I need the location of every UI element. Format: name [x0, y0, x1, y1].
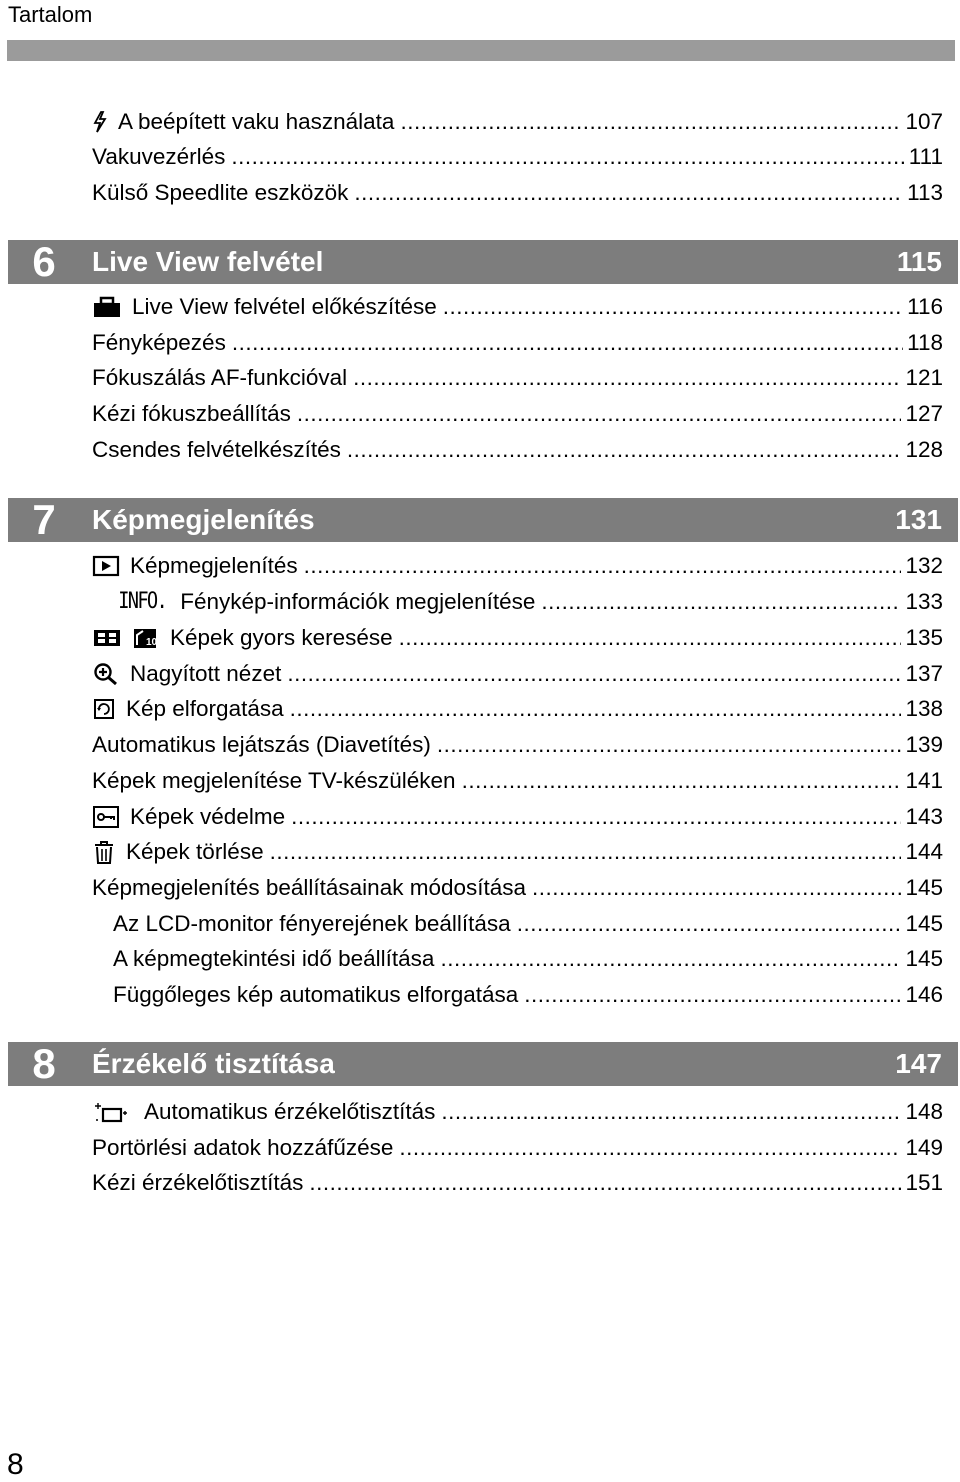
- entry-page: 116: [907, 294, 943, 319]
- leader-dots: [232, 325, 903, 361]
- toc-entry[interactable]: [92, 104, 943, 140]
- entry-page: 137: [905, 661, 943, 686]
- chapter-title: Képmegjelenítés: [92, 504, 315, 535]
- entry-label: Képmegjelenítés beállításainak módosítása: [92, 875, 527, 900]
- entry-page: 111: [908, 144, 943, 169]
- toc-subentry[interactable]: [113, 977, 943, 1013]
- leader-dots: [440, 941, 901, 977]
- entry-page: 149: [905, 1135, 943, 1160]
- chapter-header-6[interactable]: [8, 240, 958, 284]
- toc-subentry[interactable]: [113, 906, 943, 942]
- entry-label: Fényképezés: [92, 330, 226, 355]
- toc-entry[interactable]: [92, 584, 943, 620]
- entry-page: 143: [905, 804, 943, 829]
- chapter-header-8[interactable]: [8, 1042, 958, 1086]
- entry-label: Képek törlése: [126, 839, 264, 864]
- entry-page: 145: [905, 946, 943, 971]
- entry-label: Kép elforgatása: [126, 696, 284, 721]
- entry-label: Képmegjelenítés: [130, 553, 298, 578]
- leader-dots: [287, 656, 901, 692]
- toc-entry[interactable]: [92, 763, 943, 799]
- entry-label: Függőleges kép automatikus elforgatása: [113, 982, 519, 1007]
- entry-label: Portörlési adatok hozzáfűzése: [92, 1135, 394, 1160]
- leader-dots: [524, 977, 901, 1013]
- leader-dots: [437, 727, 902, 763]
- entry-label: Fókuszálás AF-funkcióval: [92, 365, 348, 390]
- toc-entry[interactable]: [92, 1165, 943, 1201]
- entry-label: A beépített vaku használata: [118, 109, 395, 134]
- toc-entry[interactable]: [92, 1094, 943, 1130]
- toc-entry[interactable]: [92, 620, 943, 656]
- page-number: 8: [7, 1448, 24, 1481]
- leader-dots: [304, 548, 902, 584]
- leader-dots: [399, 1130, 901, 1166]
- leader-dots: [353, 360, 901, 396]
- entry-page: 141: [905, 768, 943, 793]
- entry-page: 133: [905, 589, 943, 614]
- entry-page: 127: [905, 401, 943, 426]
- entry-label: Nagyított nézet: [130, 661, 282, 686]
- entry-page: 121: [905, 365, 943, 390]
- leader-dots: [347, 432, 902, 468]
- toc-entry[interactable]: [92, 656, 943, 692]
- entry-page: 148: [905, 1099, 943, 1124]
- leader-dots: [517, 906, 902, 942]
- chapter-page: 115: [896, 246, 942, 277]
- entry-label: Kézi érzékelőtisztítás: [92, 1170, 304, 1195]
- toc-entry[interactable]: [92, 727, 943, 763]
- live-view-camera-icon: [92, 296, 122, 318]
- chapter-title: Érzékelő tisztítása: [92, 1048, 335, 1079]
- entry-page: 145: [905, 875, 943, 900]
- chapter-number: 7: [32, 496, 56, 543]
- toc-entry[interactable]: [92, 548, 943, 584]
- entry-label: Képek gyors keresése: [170, 625, 393, 650]
- entry-label: Fénykép-információk megjelenítése: [180, 589, 536, 614]
- sensor-clean-icon: [92, 1099, 130, 1125]
- chapter-page: 131: [895, 504, 942, 535]
- leader-dots: [399, 620, 902, 656]
- entry-label: Live View felvétel előkészítése: [132, 294, 437, 319]
- entry-label: Automatikus lejátszás (Diavetítés): [92, 732, 431, 757]
- entry-label: Képek megjelenítése TV-készüléken: [92, 768, 456, 793]
- leader-dots: [297, 396, 902, 432]
- entry-label: Képek védelme: [130, 804, 286, 829]
- entry-label: Automatikus érzékelőtisztítás: [144, 1099, 436, 1124]
- entry-label: Vakuvezérlés: [92, 144, 226, 169]
- toc-entry[interactable]: [92, 870, 943, 906]
- chapter-title: Live View felvétel: [92, 246, 324, 277]
- leader-dots: [441, 1094, 901, 1130]
- leader-dots: [270, 834, 902, 870]
- leader-dots: [462, 763, 902, 799]
- toc-entry[interactable]: [92, 289, 943, 325]
- leader-dots: [532, 870, 901, 906]
- leader-dots: [291, 799, 901, 835]
- leader-dots: [309, 1165, 901, 1201]
- entry-page: 145: [905, 911, 943, 936]
- entry-page: 107: [905, 109, 943, 134]
- toc-entry[interactable]: [92, 691, 943, 727]
- toc-entry[interactable]: [92, 799, 943, 835]
- entry-page: 118: [907, 330, 943, 355]
- chapter-number: 8: [32, 1040, 56, 1087]
- entry-page: 138: [905, 696, 943, 721]
- toc-entry[interactable]: [92, 834, 943, 870]
- page-title: Tartalom: [8, 2, 93, 27]
- chapter-page: 147: [895, 1048, 942, 1079]
- toc-entry[interactable]: [92, 432, 943, 468]
- chapter-header-7[interactable]: [8, 498, 958, 542]
- trash-icon: [92, 839, 116, 865]
- entry-page: 144: [905, 839, 943, 864]
- toc-entry[interactable]: [92, 325, 943, 361]
- playback-icon: [92, 555, 120, 577]
- toc-entry[interactable]: [92, 1130, 943, 1166]
- toc-subentry[interactable]: [113, 941, 943, 977]
- svg-text:10: 10: [146, 637, 158, 648]
- entry-page: 146: [905, 982, 943, 1007]
- entry-page: 132: [905, 553, 943, 578]
- entry-label: Az LCD-monitor fényerejének beállítása: [113, 911, 511, 936]
- index-and-jump-icon: [92, 627, 160, 649]
- entry-label: Csendes felvételkészítés: [92, 437, 341, 462]
- toc-entry[interactable]: [92, 360, 943, 396]
- entry-label: Külső Speedlite eszközök: [92, 180, 349, 205]
- magnify-icon: [92, 662, 120, 686]
- protect-key-icon: [92, 805, 120, 829]
- entry-page: 151: [905, 1170, 943, 1195]
- info-icon: INFO.: [118, 589, 167, 614]
- leader-dots: [231, 139, 904, 175]
- flash-icon: [92, 111, 108, 133]
- entry-label: A képmegtekintési idő beállítása: [113, 946, 435, 971]
- header-rule: [7, 40, 955, 61]
- rotate-icon: [92, 697, 116, 721]
- toc-entry[interactable]: [92, 175, 943, 211]
- leader-dots: [400, 104, 901, 140]
- entry-label: Kézi fókuszbeállítás: [92, 401, 291, 426]
- toc-entry[interactable]: [92, 139, 943, 175]
- entry-page: 113: [907, 180, 943, 205]
- chapter-number: 6: [32, 238, 56, 285]
- entry-page: 128: [905, 437, 943, 462]
- entry-page: 135: [905, 625, 943, 650]
- leader-dots: [354, 175, 903, 211]
- leader-dots: [290, 691, 902, 727]
- leader-dots: [541, 584, 901, 620]
- entry-page: 139: [905, 732, 943, 757]
- toc-entry[interactable]: [92, 396, 943, 432]
- leader-dots: [443, 289, 903, 325]
